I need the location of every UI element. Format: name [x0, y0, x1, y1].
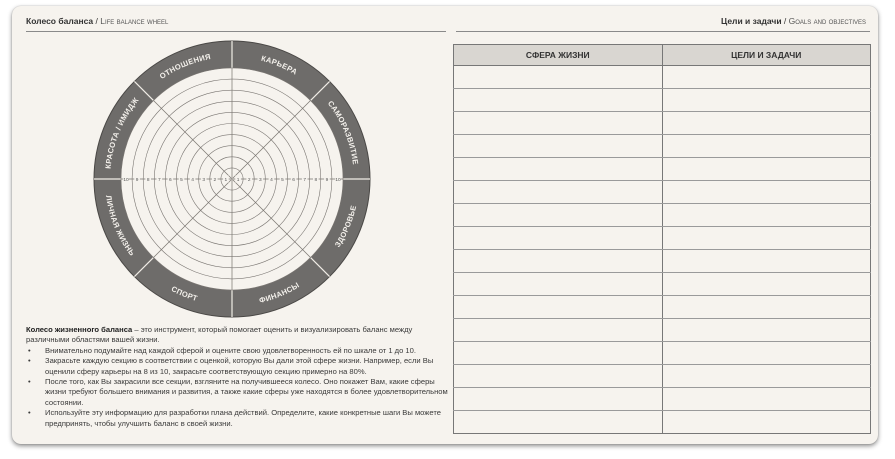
goals-cell — [662, 158, 871, 181]
sector-label: ФИНАНСЫ — [258, 280, 301, 305]
goals-table-header — [454, 45, 871, 66]
goals-cell — [662, 388, 871, 411]
instruction-item: • Используйте эту информацию для разработки плана действий. Определите, какие конкретные шаги Вы можете предпринять, чтобы улучшить баланс в своей жизни. — [26, 408, 456, 429]
goals-cell — [662, 112, 871, 135]
scale-label: 2 — [213, 178, 217, 184]
goals-cell — [662, 342, 871, 365]
goals-cell — [662, 296, 871, 319]
goals-table-row — [454, 227, 871, 250]
life-area-cell — [454, 319, 663, 342]
life-area-cell — [454, 273, 663, 296]
title-separator: / — [781, 16, 789, 26]
life-area-cell — [454, 181, 663, 204]
goals-cell — [662, 227, 871, 250]
life-area-cell — [454, 66, 663, 89]
life-area-cell — [454, 411, 663, 434]
scale-label: 4 — [191, 178, 194, 184]
goals-table-row — [454, 365, 871, 388]
column-header-life-area: СФЕРА ЖИЗНИ — [454, 45, 663, 66]
life-area-cell — [454, 227, 663, 250]
scale-label: 7 — [157, 178, 161, 184]
sector-label: КРАСОТА / ИМИДЖ — [103, 95, 141, 170]
life-area-cell — [454, 158, 663, 181]
goals-table-row — [454, 296, 871, 319]
goals-cell — [662, 66, 871, 89]
goals-table-row — [454, 319, 871, 342]
scale-label: 8 — [314, 178, 318, 184]
wheel-instructions — [26, 325, 456, 429]
section-title-life-balance-wheel — [26, 16, 168, 26]
goals-cell — [662, 181, 871, 204]
goals-cell — [662, 319, 871, 342]
goals-cell — [662, 204, 871, 227]
goals-table-row — [454, 66, 871, 89]
goals-table-row — [454, 250, 871, 273]
scale-label: 10 — [335, 178, 341, 184]
life-area-cell — [454, 342, 663, 365]
goals-table-row — [454, 273, 871, 296]
sector-label: СПОРТ — [169, 284, 199, 304]
scale-label: 2 — [247, 178, 251, 184]
scale-label: 6 — [169, 178, 172, 184]
scale-label: 5 — [180, 178, 183, 184]
goals-cell — [662, 135, 871, 158]
column-header-goals: ЦЕЛИ И ЗАДАЧИ — [662, 45, 871, 66]
goals-cell — [662, 273, 871, 296]
life-area-cell — [454, 250, 663, 273]
planner-page — [12, 6, 878, 444]
title-separator: / — [93, 16, 101, 26]
header-rule-left — [26, 31, 446, 32]
goals-table-row — [454, 135, 871, 158]
goals-cell — [662, 411, 871, 434]
goals-cell — [662, 250, 871, 273]
goals-table-row — [454, 388, 871, 411]
sector-label: КАРЬЕРА — [260, 53, 299, 77]
scale-label: 5 — [281, 178, 284, 184]
scale-label: 1 — [224, 178, 228, 184]
life-balance-wheel — [92, 39, 372, 319]
scale-label: 8 — [146, 178, 150, 184]
header-rule-right — [456, 31, 870, 32]
goals-table-row — [454, 204, 871, 227]
title-en: Life balance wheel — [100, 16, 169, 26]
life-area-cell — [454, 89, 663, 112]
title-ru: Цели и задачи — [721, 16, 782, 26]
life-area-cell — [454, 296, 663, 319]
life-area-cell — [454, 365, 663, 388]
title-ru: Колесо баланса — [26, 16, 94, 26]
sector-label: САМОРАЗВИТИЕ — [325, 99, 361, 166]
instruction-item: • Закрасьте каждую секцию в соответствии с оценкой, которую Вы дали этой сфере жизни. Например, если Вы оценили сферу карьеры на 8 из 10, закрасьте соответствующую секцию примерно на 80%. — [26, 356, 456, 377]
goals-cell — [662, 365, 871, 388]
life-area-cell — [454, 388, 663, 411]
life-area-cell — [454, 135, 663, 158]
instruction-list — [26, 346, 456, 429]
goals-table-row — [454, 112, 871, 135]
goals-table — [453, 44, 871, 434]
life-area-cell — [454, 204, 663, 227]
sector-label: ЗДОРОВЬЕ — [332, 204, 359, 249]
title-en: Goals and objectives — [788, 16, 866, 26]
section-title-goals — [721, 16, 866, 26]
sector-label: ЛИЧНАЯ ЖИЗНЬ — [103, 194, 137, 258]
scale-label: 1 — [236, 178, 240, 184]
scale-label: 3 — [258, 178, 262, 184]
scale-label: 4 — [270, 178, 273, 184]
goals-cell — [662, 89, 871, 112]
instruction-item: • Внимательно подумайте над каждой сферой и оцените свою удовлетворенность ей по шкале от 1 до 10. — [26, 346, 456, 356]
intro-term: Колесо жизненного баланса — [26, 325, 133, 334]
scale-label: 9 — [135, 178, 139, 184]
scale-label: 10 — [123, 178, 129, 184]
scale-label: 7 — [303, 178, 307, 184]
goals-table-row — [454, 158, 871, 181]
intro-text: – это инструмент, который помогает оценить и визуализировать баланс между различными областями вашей жизни. — [26, 325, 413, 345]
sector-label: ОТНОШЕНИЯ — [157, 51, 212, 81]
scale-label: 3 — [202, 178, 206, 184]
goals-table-row — [454, 411, 871, 434]
life-area-cell — [454, 112, 663, 135]
intro-paragraph — [26, 325, 456, 346]
goals-table-row — [454, 181, 871, 204]
goals-table-row — [454, 342, 871, 365]
scale-label: 6 — [292, 178, 295, 184]
instruction-item: • После того, как Вы закрасили все секции, взгляните на получившееся колесо. Оно покажет Вам, какие сферы жизни требуют большего внимания и развития, а также какие сферы уже находятся в более удовлетворительном состоянии. — [26, 377, 456, 408]
goals-table-row — [454, 89, 871, 112]
scale-label: 9 — [325, 178, 329, 184]
